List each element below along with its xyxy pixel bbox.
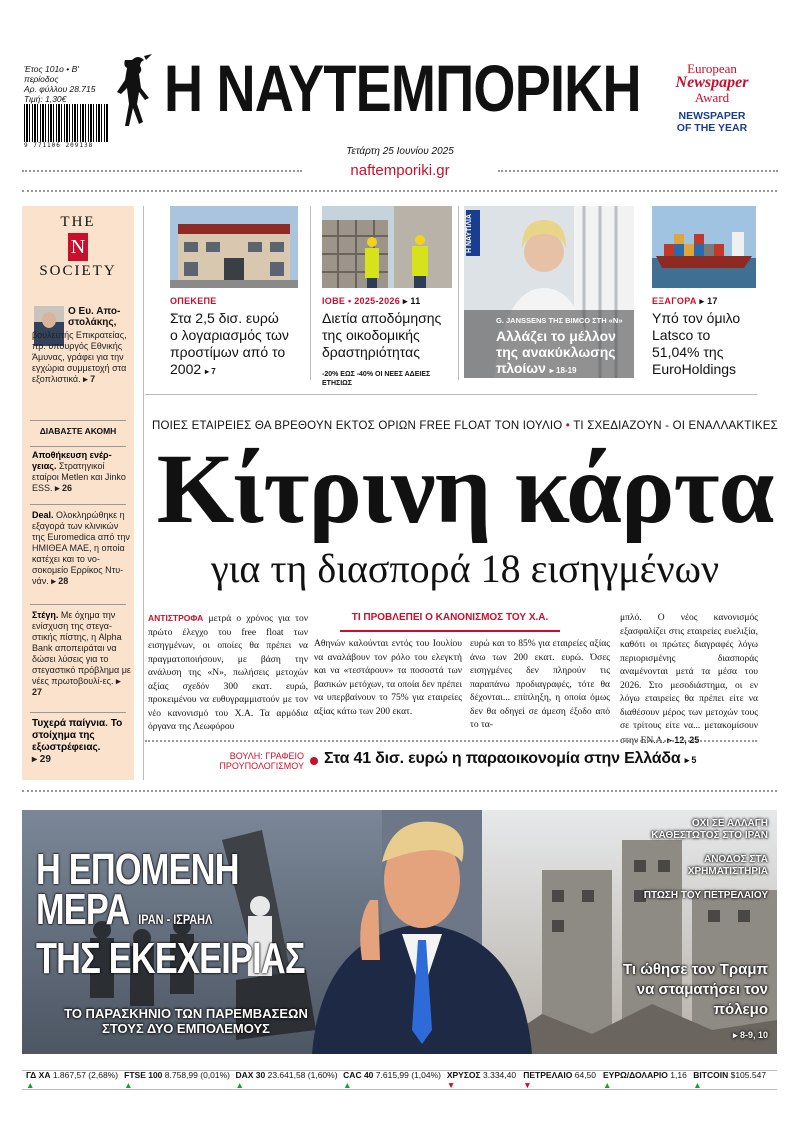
column-lead-word: ΑΝΤΙΣΤΡΟΦΑ bbox=[148, 613, 204, 623]
war-headline bbox=[36, 845, 305, 983]
shipping-section-tag: Η ΝΑΥΤΙΛΙΑ bbox=[466, 210, 480, 256]
budget-office-label: ΒΟΥΛΗ: ΓΡΑΦΕΙΟ ΠΡΟΥΠΟΛΟΓΙΣΜΟΥ bbox=[219, 751, 304, 771]
arrow-up-icon: ▲ bbox=[26, 1080, 35, 1090]
item-text: Στρατηγικοί εταίροι Metlen και Jinko ESS. bbox=[32, 461, 126, 493]
war-headline-tag: ΙΡΑΝ - ΙΣΡΑΗΛ bbox=[138, 911, 213, 927]
ticker-value: 1.867,57 (2,68%) bbox=[52, 1070, 119, 1080]
container-ship-photo bbox=[652, 206, 756, 288]
ticker-ase bbox=[26, 1070, 124, 1090]
ticker-dax bbox=[235, 1070, 343, 1090]
sidebar-item-gaming[interactable] bbox=[32, 718, 132, 766]
ticker-value: 3.334,40 bbox=[483, 1070, 517, 1080]
divider bbox=[22, 190, 777, 192]
sidebar-item-deal[interactable] bbox=[32, 510, 132, 587]
page-ref: ▸ 17 bbox=[699, 296, 718, 306]
arrow-down-icon: ▼ bbox=[523, 1080, 532, 1090]
ticker-name: ΠΕΤΡΕΛΑΙΟ bbox=[523, 1070, 573, 1080]
award-badge bbox=[656, 62, 768, 134]
lead-column-3: ευρώ και το 85% για εταιρείες αξίας άνω των 200 εκατ. ευρώ. Όσες εισηγμένες δεν πληρούν τις παραπάνω προδιαγραφές, τότε θα δέχονται... επίπληξη, η οποία όμως δεν θα οδηγεί σε άμεση έξοδο από το τα- bbox=[470, 639, 610, 730]
ticker-value: $105.547 bbox=[730, 1070, 767, 1080]
column-text: μπλό. Ο νέος κανονισμός εξασφαλίζει στις εταιρείες ευελιξία, καθότι οι πρώτες διαγραφές λόγω περιορισμένης διασποράς αναμένονται μετά τα μέσα του 2026. Στο μεσοδιάστημα, οι εν λόγω εταιρείες θα πρέπει είτε να διαθέσουν μέρος των μετοχών τους σε τρίτους είτε να... μετακομίσουν στην ΕΝ.Α. bbox=[620, 613, 758, 746]
arrow-up-icon: ▲ bbox=[124, 1080, 133, 1090]
society-logo bbox=[22, 214, 134, 280]
divider bbox=[30, 446, 126, 447]
section-label-iobe bbox=[322, 296, 421, 307]
ticker-value: 7.615,99 (1,04%) bbox=[375, 1070, 441, 1080]
war-bullet-oil: ΠΤΩΣΗ ΤΟΥ ΠΕΤΡΕΛΑΙΟΥ bbox=[643, 890, 768, 901]
war-subheadline bbox=[36, 1006, 336, 1036]
lead-subheadline: για τη διασπορά 18 εισηγμένων bbox=[210, 546, 720, 591]
war-headline-line2: ΜΕΡΑ bbox=[36, 885, 130, 934]
society-n: N bbox=[68, 233, 88, 261]
section-label-opekepe: ΟΠΕΚΕΠΕ bbox=[170, 296, 217, 306]
society-word: SOCIETY bbox=[39, 263, 117, 279]
award-line4: NEWSPAPER bbox=[678, 110, 746, 122]
story-headline: Αλλάζει το μέλλον της ανακύκλωσης πλοίων bbox=[496, 328, 616, 376]
story-shipping-label: G. JANSSENS ΤΗΣ BIMCO ΣΤΗ «Ν» bbox=[496, 316, 623, 325]
divider bbox=[30, 712, 126, 713]
story-latsco[interactable]: Υπό τον όμιλο Latsco το 51,04% της EuroHoldings bbox=[652, 310, 741, 377]
award-line5: OF THE YEAR bbox=[676, 122, 748, 134]
rules-box-title: ΤΙ ΠΡΟΒΛΕΠΕΙ Ο ΚΑΝΟΝΙΣΜΟΣ ΤΟΥ Χ.Α. bbox=[351, 612, 549, 623]
page-ref: ▸ 29 bbox=[32, 754, 51, 765]
page-ref: ▸ 5 bbox=[684, 755, 697, 765]
story-headline: Στα 2,5 δισ. ευρώ ο λογαριασμός των προστίμων από το 2002 bbox=[170, 310, 289, 377]
issue-price: Τιμή: 1,30€ bbox=[24, 94, 67, 104]
lead-kicker bbox=[140, 420, 790, 432]
trump-story-headline[interactable]: Τι ώθησε τον Τραμπ να σταματήσει τον πόλεμο bbox=[623, 961, 768, 1018]
teaser-text: βουλευτής Επικρατείας, πρ. υπουργός Εθνικής Άμυνας, γράφει για την εγχώρια συμμετοχή στα εξοπλιστικά. bbox=[32, 330, 127, 384]
item-title: Αποθήκευση ενέρ-γειας. bbox=[32, 450, 112, 471]
newspaper-title: Η ΝΑΥΤΕΜΠΟΡΙΚΗ bbox=[164, 51, 641, 125]
section-text: ΙΟΒΕ • 2025-2026 bbox=[322, 296, 400, 306]
story-iobe-note: -20% ΕΩΣ -40% ΟΙ ΝΕΕΣ ΑΔΕΙΕΣ ΕΤΗΣΙΩΣ bbox=[322, 371, 431, 387]
award-line1: European bbox=[687, 61, 737, 76]
war-sub-line1: ΤΟ ΠΑΡΑΣΚΗΝΙΟ ΤΩΝ ΠΑΡΕΜΒΑΣΕΩΝ bbox=[64, 1006, 308, 1021]
ticker-gold bbox=[447, 1070, 523, 1090]
ticker-value: 8.758,99 (0,01%) bbox=[164, 1070, 231, 1080]
kicker-part-a: ΠΟΙΕΣ ΕΤΑΙΡΕΙΕΣ ΘΑ ΒΡΕΘΟΥΝ ΕΚΤΟΣ ΟΡΙΩΝ FREE FLOAT ΤΟΝ ΙΟΥΛΙΟ bbox=[152, 420, 563, 432]
page-ref: ▸ 8-9, 10 bbox=[732, 1030, 768, 1040]
lead-column-1 bbox=[148, 612, 308, 735]
ticker-name: DAX 30 bbox=[235, 1070, 266, 1080]
barcode-digits: 9 771106 209138 bbox=[24, 142, 94, 149]
story-headline: Στα 41 δισ. ευρώ η παραοικονομία στην Ελλάδα bbox=[324, 750, 681, 767]
lead-column-2: Αθηνών καλούνται εντός του Ιουλίου να αναλάβουν τον ρόλο του ελεγκτή και να «τεστάρουν» τα ποσοστά των βασικών μετόχων, τα οποία δεν πρέπει να υπερβαίνουν το 75% για εταιρείες αξίας κάτω των 200 εκατ. bbox=[314, 639, 462, 717]
kicker-bullet: • bbox=[565, 420, 571, 432]
issue-number: Αρ. φύλλου 28.715 bbox=[24, 84, 96, 94]
hermes-logo-icon bbox=[114, 54, 154, 142]
divider bbox=[30, 420, 126, 421]
divider bbox=[145, 740, 757, 742]
ticker-name: ΕΥΡΩ/ΔΟΛΑΡΙΟ bbox=[602, 1070, 668, 1080]
war-bullet-regime: ΟΧΙ ΣΕ ΑΛΛΑΓΗ ΚΑΘΕΣΤΩΤΟΣ ΣΤΟ ΙΡΑΝ bbox=[651, 818, 768, 841]
ticker-value: 1,16 bbox=[670, 1070, 687, 1080]
ticker-name: ΧΡΥΣΟΣ bbox=[446, 1070, 481, 1080]
divider bbox=[30, 504, 126, 505]
section-text: ΕΞΑΓΟΡΑ bbox=[652, 296, 697, 306]
issue-date: Τετάρτη 25 Ιουνίου 2025 bbox=[346, 146, 454, 157]
rules-box-rule bbox=[340, 630, 560, 632]
ticker-ftse bbox=[124, 1070, 235, 1090]
war-bullet-list bbox=[622, 818, 768, 902]
item-title: Στέγη. bbox=[32, 610, 59, 620]
opekepe-building-photo bbox=[170, 206, 298, 288]
divider bbox=[145, 394, 757, 395]
story-iobe[interactable]: Διετία αποδόμησης της οικοδομικής δραστηριότητας bbox=[322, 310, 442, 360]
war-feature-photo[interactable] bbox=[22, 810, 777, 1054]
ticker-eurusd bbox=[603, 1070, 693, 1090]
page-ref: ▸ 7 bbox=[205, 367, 216, 376]
page-ref: ▸ 11 bbox=[402, 296, 421, 306]
divider bbox=[30, 604, 126, 605]
story-opekepe[interactable] bbox=[170, 310, 290, 380]
kicker-part-b: ΤΙ ΣΧΕΔΙΑΖΟΥΝ - ΟΙ ΕΝΑΛΛΑΚΤΙΚΕΣ bbox=[573, 420, 778, 432]
ticker-oil bbox=[523, 1070, 603, 1090]
sidebar-item-housing[interactable] bbox=[32, 610, 132, 698]
item-title: Τυχερά παίγνια. Το στοίχημα της εξωστρέφειας. bbox=[32, 718, 123, 753]
ticker-name: FTSE 100 bbox=[124, 1070, 163, 1080]
lead-headline[interactable]: Κίτρινη κάρτα bbox=[156, 433, 774, 544]
ticker-value: 64,50 bbox=[574, 1070, 597, 1080]
read-more-heading: ΔΙΑΒΑΣΤΕ ΑΚΟΜΗ bbox=[39, 426, 117, 436]
item-text: Ολοκληρώθηκε η εξαγορά των κλινικών της Euromedica από την ΗΜΙΘΕΑ ΜΑΕ, η οποία κατέχει και το νο-σοκομείο Ερρίκος Ντυ-νάν. bbox=[32, 510, 130, 586]
column-text: μετρά ο χρόνος για τον πρώτο έλεγχο του free float των εισηγμένων, οι οποίες θα πρέπει να πραγματοποιήσουν, με βάση την ανάλυση της «Ν», πωλήσεις μετοχών αξίας σχεδόν 300 εκατ. ευρώ, προκειμένου να ευθυγραμμιστούν με τον νέο κανονισμό του Χ.Α. Τα αρμόδια όργανα της Λεωφόρου bbox=[148, 614, 308, 732]
award-line2: Newspaper bbox=[675, 74, 749, 91]
lead-column-4 bbox=[620, 612, 758, 748]
page-ref: ▸ 7 bbox=[83, 374, 96, 384]
divider bbox=[22, 790, 777, 792]
shadow-economy-story[interactable] bbox=[324, 750, 724, 768]
page-ref: ▸ 27 bbox=[32, 676, 121, 697]
issue-year: Έτος 101ο • Β' περίοδος bbox=[24, 64, 79, 84]
war-headline-line3: ΤΗΣ ΕΚΕΧΕΙΡΙΑΣ bbox=[36, 934, 305, 983]
arrow-up-icon: ▲ bbox=[235, 1080, 244, 1090]
arrow-up-icon: ▲ bbox=[343, 1080, 352, 1090]
barcode bbox=[24, 104, 108, 142]
war-headline-line1: Η ΕΠΟΜΕΝΗ bbox=[36, 845, 239, 894]
item-text: Με όχημα την ενίσχυση της στεγα-στικής πίστης, η Alpha Bank αποπειράται να δώσει λύσεις για το στεγαστικό πρόβλημα με νέες πρωτοβουλί-ες. bbox=[32, 610, 131, 686]
ticker-value: 23.641,58 (1,60%) bbox=[267, 1070, 338, 1080]
page-ref: ▸ 18-19 bbox=[549, 366, 577, 375]
divider bbox=[22, 170, 302, 172]
site-url[interactable]: naftemporiki.gr bbox=[350, 162, 450, 179]
ticker-name: ΓΔ ΧΑ bbox=[26, 1070, 51, 1080]
columnist-teaser[interactable] bbox=[32, 330, 132, 385]
award-line3: Award bbox=[694, 90, 730, 105]
ticker-name: CAC 40 bbox=[343, 1070, 374, 1080]
arrow-down-icon: ▼ bbox=[446, 1080, 456, 1090]
arrow-up-icon: ▲ bbox=[693, 1080, 702, 1090]
story-shipping[interactable] bbox=[496, 328, 628, 379]
page-ref: ▸ 12, 25 bbox=[667, 734, 700, 745]
market-ticker bbox=[22, 1070, 777, 1090]
column-rule bbox=[458, 206, 459, 380]
construction-site-photo bbox=[322, 206, 452, 288]
section-label-acquisition bbox=[652, 296, 718, 307]
war-bullet-markets: ΑΝΟΔΟΣ ΣΤΑ ΧΡΗΜΑΤΙΣΤΗΡΙΑ bbox=[687, 854, 768, 877]
ticker-bitcoin bbox=[693, 1070, 773, 1090]
page-ref: ▸ 26 bbox=[55, 483, 73, 493]
sidebar-item-energy[interactable] bbox=[32, 450, 132, 494]
arrow-up-icon: ▲ bbox=[602, 1080, 612, 1090]
page-ref: ▸ 28 bbox=[51, 576, 69, 586]
column-rule bbox=[310, 206, 311, 380]
issue-info bbox=[24, 64, 114, 104]
divider bbox=[498, 170, 778, 172]
society-the: THE bbox=[60, 214, 96, 230]
columnist-name[interactable]: Ο Ευ. Απο-στολάκης, bbox=[68, 306, 121, 328]
item-title: Deal. bbox=[32, 510, 54, 520]
ticker-cac bbox=[343, 1070, 447, 1090]
bullet-dot-icon bbox=[310, 757, 318, 765]
war-sub-line2: ΣΤΟΥΣ ΔΥΟ ΕΜΠΟΛΕΜΟΥΣ bbox=[102, 1021, 270, 1036]
ticker-name: BITCOIN bbox=[693, 1070, 729, 1080]
